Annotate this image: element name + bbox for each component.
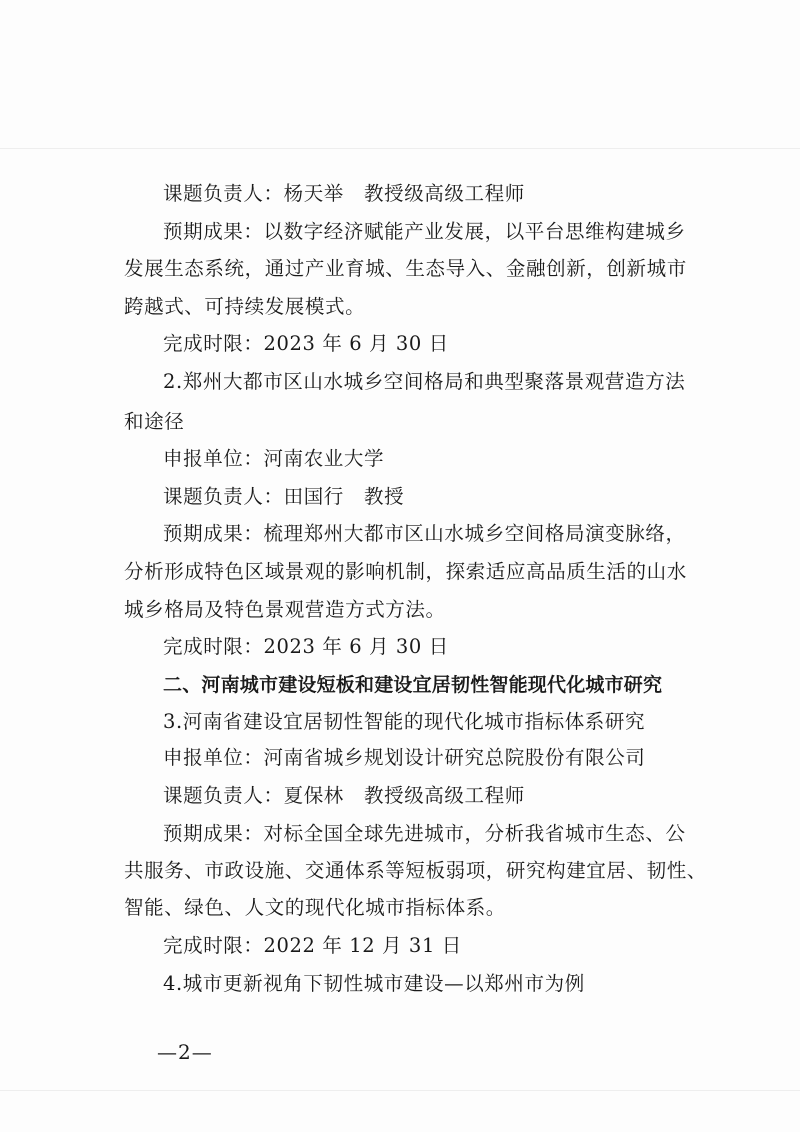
section-heading-2: 二、河南城市建设短板和建设宜居韧性智能现代化城市研究 [163,674,663,696]
project3-outcome: 预期成果：对标全国全球先进城市，分析我省城市生态、公 [163,822,686,845]
project1-outcome-cont: 发展生态系统，通过产业育城、生态导入、金融创新，创新城市 [124,257,687,280]
project1-deadline: 完成时限：2023 年 6 月 30 日 [163,332,449,355]
page-number: —2— [157,1040,213,1064]
project2-title: 2.郑州大都市区山水城乡空间格局和典型聚落景观营造方法 [163,370,686,393]
project2-lead: 课题负责人：田国行 教授 [163,485,405,508]
project2-applicant: 申报单位：河南农业大学 [163,447,385,470]
project1-lead: 课题负责人：杨天举 教授级高级工程师 [163,182,525,205]
scan-artifact-rule [0,1090,800,1091]
project1-outcome-cont: 跨越式、可持续发展模式。 [124,295,366,318]
project2-deadline: 完成时限：2023 年 6 月 30 日 [163,635,449,658]
project3-deadline: 完成时限：2022 年 12 月 31 日 [163,934,462,957]
project2-outcome: 预期成果：梳理郑州大都市区山水城乡空间格局演变脉络， [163,522,686,545]
project3-outcome-cont: 共服务、市政设施、交通体系等短板弱项，研究构建宜居、韧性、 [124,859,707,882]
project2-outcome-cont: 分析形成特色区域景观的影响机制，探索适应高品质生活的山水 [124,560,687,583]
project3-title: 3.河南省建设宜居韧性智能的现代化城市指标体系研究 [163,710,646,733]
project4-title: 4.城市更新视角下韧性城市建设—以郑州市为例 [163,972,585,995]
project3-lead: 课题负责人：夏保林 教授级高级工程师 [163,784,525,807]
project2-title-cont: 和途径 [124,410,185,433]
project3-applicant: 申报单位：河南省城乡规划设计研究总院股份有限公司 [163,746,646,769]
project2-outcome-cont: 城乡格局及特色景观营造方式方法。 [124,598,446,621]
project3-outcome-cont: 智能、绿色、人文的现代化城市指标体系。 [124,896,506,919]
scan-artifact-rule [0,148,800,149]
project1-outcome: 预期成果：以数字经济赋能产业发展，以平台思维构建城乡 [163,220,686,243]
